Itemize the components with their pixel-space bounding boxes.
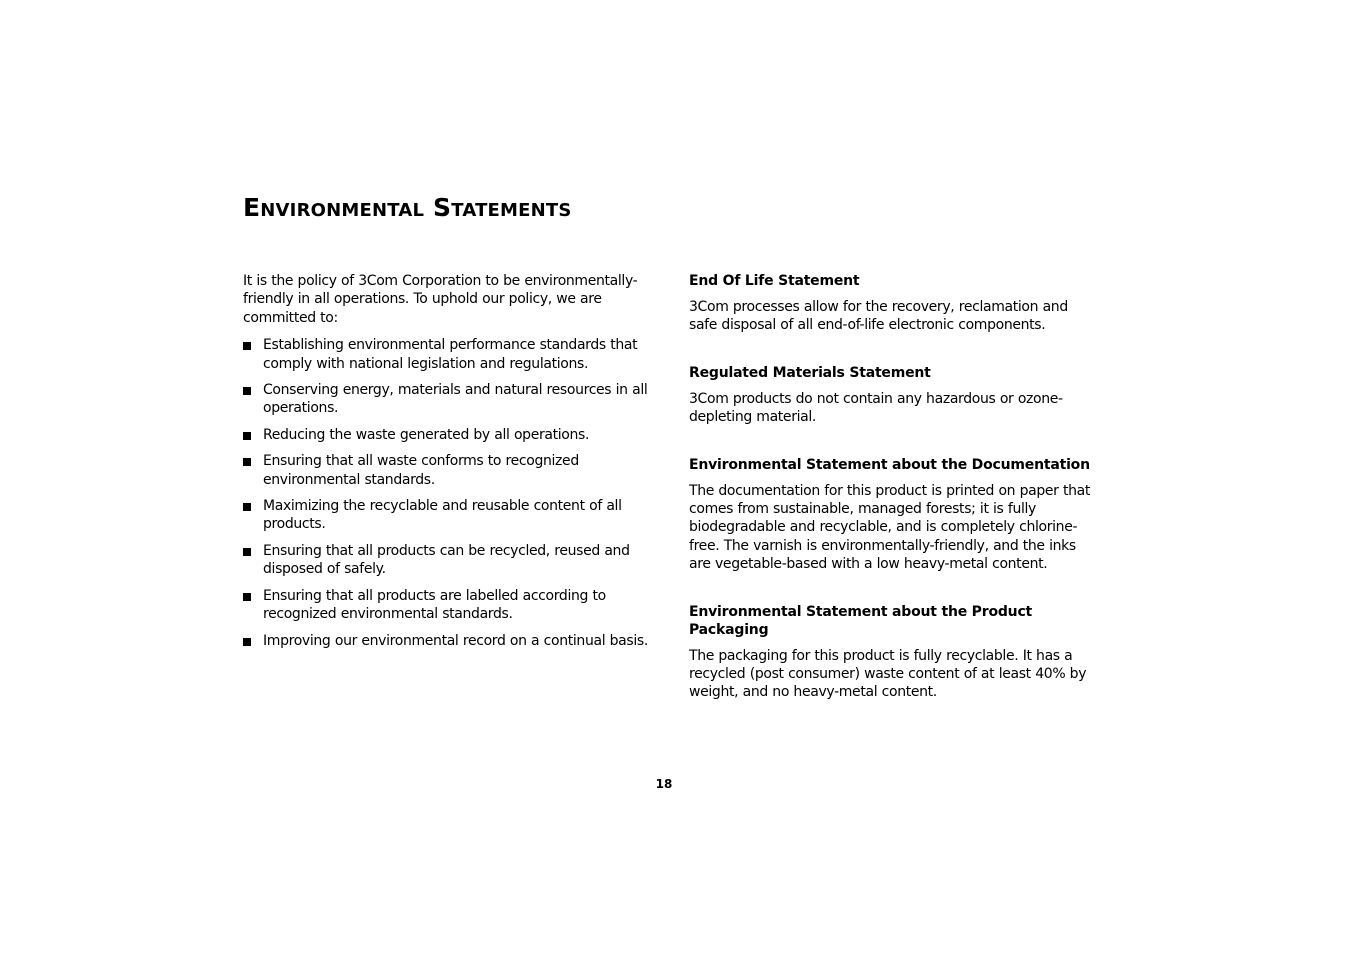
section-heading: End Of Life Statement [689,273,860,289]
regulated-materials-section [689,364,1094,427]
list-item [243,542,648,579]
section-body: The packaging for this product is fully recyclable. It has a recycled (post consumer) waste content of at least 40% by weight, and no heavy-metal content. [689,647,1087,701]
square-bullet-icon [243,593,251,601]
square-bullet-icon [243,432,251,440]
square-bullet-icon [243,342,251,350]
intro-paragraph: It is the policy of 3Com Corporation to be environmentally-friendly in all operations. To uphold our policy, we are committed to: [243,273,638,326]
list-item-text: Ensuring that all products are labelled according to recognized environmental standards. [263,587,606,623]
page-title: Environmental Statements [243,193,572,222]
section-heading: Regulated Materials Statement [689,364,931,381]
section-heading: Environmental Statement about the Product Packaging [689,603,1033,638]
packaging-section [689,603,1094,702]
square-bullet-icon [243,548,251,556]
list-item [243,497,648,534]
commitment-list [243,336,648,650]
list-item [243,452,648,489]
square-bullet-icon [243,458,251,466]
square-bullet-icon [243,387,251,395]
list-item-text: Conserving energy, materials and natural resources in all operations. [263,382,648,417]
page-number: 18 [655,777,673,791]
documentation-section [689,456,1094,574]
list-item-text: Maximizing the recyclable and reusable content of all products. [263,498,622,533]
list-item [243,632,648,650]
section-body: The documentation for this product is printed on paper that comes from sustainable, managed forests; it is fully biodegradable and recyclable, and is completely chlorine-free. The varnish is environmentally-friendly, and the inks are vegetable-based with a low heavy-metal content. [689,482,1090,573]
right-column [689,272,1094,731]
list-item-text: Improving our environmental record on a continual basis. [263,632,648,649]
list-item [243,587,648,624]
square-bullet-icon [243,503,251,511]
list-item-text: Establishing environmental performance standards that comply with national legislation and regulations. [263,337,638,372]
list-item [243,336,648,373]
left-column [243,272,648,658]
list-item [243,381,648,418]
section-heading: Environmental Statement about the Documentation [689,456,1090,473]
list-item-text: Reducing the waste generated by all operations. [263,426,590,443]
section-body: 3Com products do not contain any hazardous or ozone-depleting material. [689,390,1063,426]
list-item [243,426,648,444]
section-body: 3Com processes allow for the recovery, reclamation and safe disposal of all end-of-life electronic components. [689,299,1068,334]
list-item-text: Ensuring that all waste conforms to recognized environmental standards. [263,453,579,488]
list-item-text: Ensuring that all products can be recycled, reused and disposed of safely. [263,542,630,578]
end-of-life-section [689,272,1094,335]
square-bullet-icon [243,638,251,646]
